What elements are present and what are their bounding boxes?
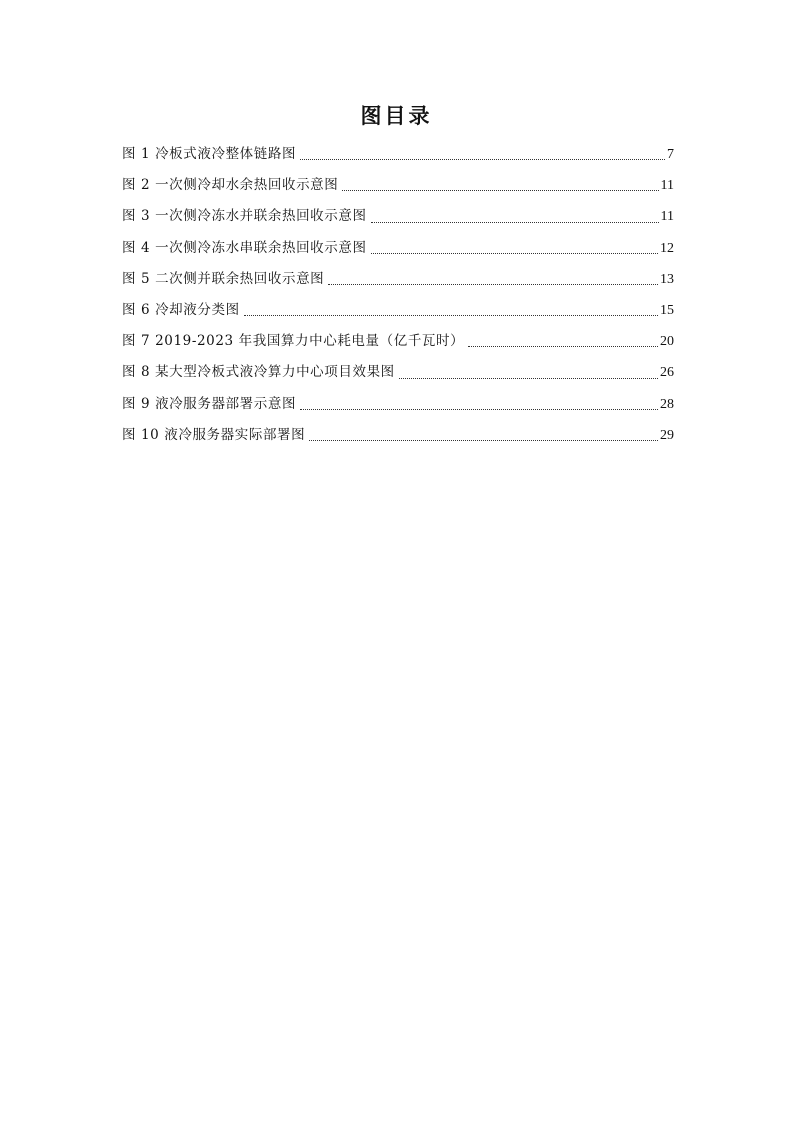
dot-leader <box>468 326 658 357</box>
toc-entry-page: 13 <box>660 271 674 287</box>
toc-entry-page: 29 <box>660 427 674 443</box>
toc-entry-label: 图 9 液冷服务器部署示意图 <box>122 395 297 412</box>
toc-entry-label: 图 8 某大型冷板式液冷算力中心项目效果图 <box>122 364 395 381</box>
toc-entry-page: 20 <box>660 334 674 350</box>
dot-leader <box>300 389 658 420</box>
toc-entry-label: 图 1 冷板式液冷整体链路图 <box>122 146 297 162</box>
toc-entry-page: 11 <box>660 209 674 225</box>
figure-list <box>122 139 674 451</box>
toc-entry-2[interactable] <box>122 170 674 201</box>
toc-entry-page: 28 <box>660 396 674 412</box>
toc-entry-1[interactable] <box>122 139 674 170</box>
toc-entry-page: 7 <box>667 147 674 162</box>
toc-entry-4[interactable] <box>122 233 674 264</box>
toc-entry-label: 图 5 二次侧并联余热回收示意图 <box>122 270 325 287</box>
toc-entry-label: 图 7 2019-2023 年我国算力中心耗电量（亿千瓦时） <box>122 333 465 350</box>
dot-leader <box>300 139 665 170</box>
dot-leader <box>371 233 658 264</box>
toc-entry-7[interactable] <box>122 326 674 357</box>
toc-entry-3[interactable] <box>122 201 674 232</box>
dot-leader <box>399 357 658 388</box>
toc-entry-label: 图 10 液冷服务器实际部署图 <box>122 426 306 443</box>
toc-entry-page: 11 <box>660 178 674 194</box>
page-title: 图目录 <box>360 104 433 128</box>
toc-entry-page: 15 <box>660 302 674 318</box>
dot-leader <box>309 420 658 451</box>
toc-entry-label: 图 2 一次侧冷却水余热回收示意图 <box>122 177 339 194</box>
dot-leader <box>342 170 658 201</box>
toc-entry-9[interactable] <box>122 389 674 420</box>
toc-entry-6[interactable] <box>122 295 674 326</box>
dot-leader <box>328 264 658 295</box>
dot-leader <box>244 295 658 326</box>
toc-entry-10[interactable] <box>122 420 674 451</box>
toc-entry-label: 图 6 冷却液分类图 <box>122 301 240 318</box>
toc-entry-label: 图 4 一次侧冷冻水串联余热回收示意图 <box>122 239 367 256</box>
toc-entry-page: 12 <box>660 240 674 256</box>
toc-entry-8[interactable] <box>122 357 674 388</box>
toc-entry-page: 26 <box>660 365 674 381</box>
toc-entry-label: 图 3 一次侧冷冻水并联余热回收示意图 <box>122 208 367 225</box>
dot-leader <box>371 201 659 232</box>
toc-entry-5[interactable] <box>122 264 674 295</box>
